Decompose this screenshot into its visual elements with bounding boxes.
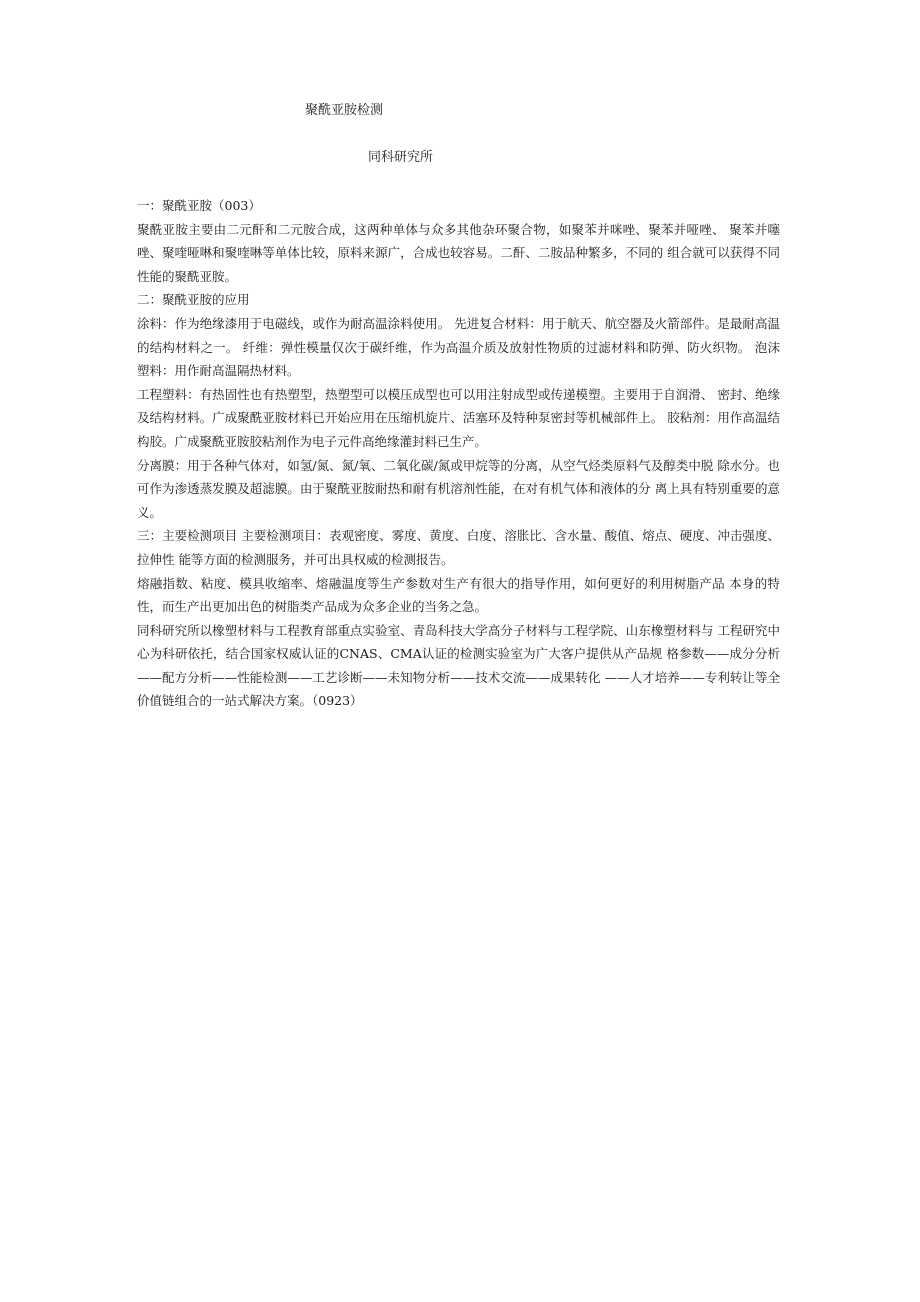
paragraph-intro: 聚酰亚胺主要由二元酐和二元胺合成，这两种单体与众多其他杂环聚合物，如聚苯并咪唑、聚苯并哑唑、 聚苯并噻唑、聚喹哑啉和聚喹啉等单体比较，原料来源广，合成也较容易。二酐、二胺品种繁多，不同的 组合就可以获得不同性能的聚酰亚胺。 bbox=[137, 221, 780, 284]
section-heading-2: 二：聚酰亚胺的应用 bbox=[137, 292, 250, 308]
document-title: 聚酰亚胺检测 bbox=[305, 103, 384, 118]
paragraph-plastics: 工程塑料：有热固性也有热塑型，热塑型可以模压成型也可以用注射成型或传递模塑。主要用于自润滑、 密封、绝缘及结构材料。广成聚酰亚胺材料已开始应用在压缩机旋片、活塞环及特种泵密封等机械部件上。 胶粘剂：用作高温结构胶。广成聚酰亚胺胶粘剂作为电子元件高绝缘灌封料已生产。 bbox=[137, 386, 780, 449]
paragraph-institute: 同科研究所以橡塑材料与工程教育部重点实验室、青岛科技大学高分子材料与工程学院、山东橡塑材料与 工程研究中心为科研依托，结合国家权威认证的CNAS、CMA认证的检测实验室为广大客户提供从产品规 格参数——成分分析——配方分析——性能检测——工艺诊断——未知物分析——技术交流——成果转化 ——人才培养——专利转让等全价值链组合的一站式解决方案。（0923） bbox=[137, 622, 780, 709]
document-body bbox=[137, 194, 780, 713]
document-subtitle: 同科研究所 bbox=[368, 150, 434, 165]
paragraph-parameters: 熔融指数、粘度、模具收缩率、熔融温度等生产参数对生产有很大的指导作用，如何更好的利用树脂产品 本身的特性，而生产出更加出色的树脂类产品成为众多企业的当务之急。 bbox=[137, 575, 780, 615]
paragraph-coatings: 涂料：作为绝缘漆用于电磁线，或作为耐高温涂料使用。 先进复合材料：用于航天、航空器及火箭部件。是最耐高温的结构材料之一。 纤维：弹性模量仅次于碳纤维，作为高温介质及放射性物质的过滤材料和防弹、防火织物。 泡沫塑料：用作耐高温隔热材料。 bbox=[137, 315, 780, 379]
section-heading-1: 一：聚酰亚胺（003） bbox=[137, 198, 261, 213]
paragraph-testing: 三：主要检测项目 主要检测项目：表观密度、雾度、黄度、白度、溶胀比、含水量、酸值、熔点、硬度、冲击强度、拉伸性 能等方面的检测服务，并可出具权威的检测报告。 bbox=[137, 528, 780, 567]
paragraph-membranes: 分离膜：用于各种气体对，如氢/氮、氮/氧、二氧化碳/氮或甲烷等的分离，从空气烃类原料气及醇类中脱 除水分。也可作为渗透蒸发膜及超滤膜。由于聚酰亚胺耐热和耐有机溶剂性能，在对有机气体和液体的分 离上具有特别重要的意义。 bbox=[137, 457, 780, 520]
